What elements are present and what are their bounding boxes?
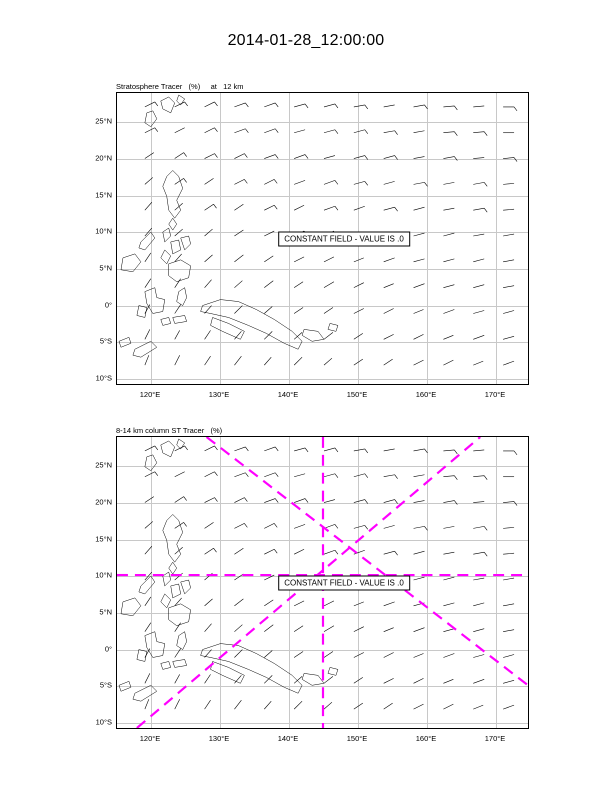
xtick-top-140E: 140°E	[277, 390, 299, 399]
xtick-top-130E: 130°E	[208, 390, 230, 399]
constant-field-annotation-top: CONSTANT FIELD - VALUE IS .0	[278, 232, 410, 247]
plot-area-bottom	[116, 436, 529, 729]
xtick-bottom-150E: 150°E	[346, 734, 368, 743]
ytick-top-25N: 25°N	[95, 116, 112, 126]
constant-field-annotation-bottom: CONSTANT FIELD - VALUE IS .0	[278, 576, 410, 591]
page-title: 2014-01-28_12:00:00	[227, 32, 385, 49]
ytick-bottom-20N: 20°N	[95, 497, 112, 507]
dashed-line-diagonal-down	[207, 437, 528, 685]
coastlines-bottom	[119, 439, 338, 701]
xtick-bottom-160E: 160°E	[415, 734, 437, 743]
xtick-top-170E: 170°E	[484, 390, 506, 399]
xtick-bottom-170E: 170°E	[484, 734, 506, 743]
ytick-bottom-25N: 25°N	[95, 460, 112, 470]
ytick-top-10S: 10°S	[95, 373, 112, 383]
ytick-top-15N: 15°N	[95, 190, 112, 200]
ytick-bottom-10S: 10°S	[95, 717, 112, 727]
xtick-bottom-140E: 140°E	[277, 734, 299, 743]
ytick-bottom-0: 0°	[104, 644, 112, 654]
ytick-top-20N: 20°N	[95, 153, 112, 163]
ytick-bottom-10N: 10°N	[95, 570, 112, 580]
xtick-top-150E: 150°E	[346, 390, 368, 399]
ytick-top-5S: 5°S	[99, 336, 112, 346]
ytick-bottom-5S: 5°S	[99, 680, 112, 690]
ytick-bottom-15N: 15°N	[95, 534, 112, 544]
xtick-top-160E: 160°E	[415, 390, 437, 399]
ytick-bottom-5N: 5°N	[99, 607, 112, 617]
panel-top-caption-line1: Stratosphere Tracer (%) at 12 km	[116, 82, 244, 91]
ytick-top-5N: 5°N	[99, 263, 112, 273]
xtick-bottom-120E: 120°E	[139, 734, 161, 743]
xtick-bottom-130E: 130°E	[208, 734, 230, 743]
panel-bottom-caption-line1: 8-14 km column ST Tracer (%)	[116, 426, 223, 435]
ytick-top-10N: 10°N	[95, 226, 112, 236]
ytick-top-0: 0°	[104, 300, 112, 310]
xtick-top-120E: 120°E	[139, 390, 161, 399]
